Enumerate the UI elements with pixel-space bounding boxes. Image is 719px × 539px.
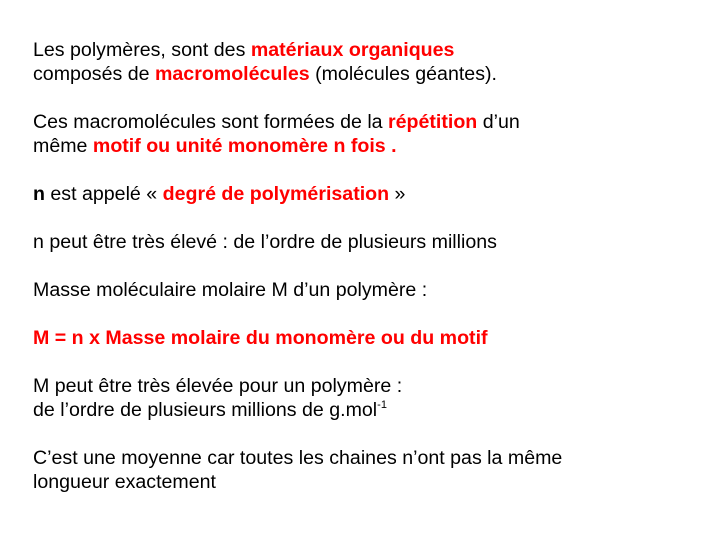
spacer: [33, 254, 719, 278]
paragraph-n-value: n peut être très élevé : de l’ordre de plusieurs millions: [33, 231, 497, 253]
text-polymers-intro: Les polymères, sont des: [33, 39, 251, 61]
spacer: [33, 206, 719, 230]
highlight-monomer-unit: motif ou unité monomère n fois .: [92, 135, 397, 157]
highlight-degree-of-polymerization: degré de polymérisation: [162, 183, 390, 205]
text-is-called: est appelé «: [44, 183, 163, 205]
unit-exponent: -1: [377, 399, 387, 411]
paragraph-molar-mass-label: Masse moléculaire molaire M d’un polymère :: [33, 279, 428, 301]
text-order-of-millions: de l’ordre de plusieurs millions de g.mol: [33, 399, 378, 421]
text-of-a: d’un: [477, 111, 520, 133]
paragraph-repetition-line-2: [33, 134, 719, 158]
highlight-repetition: répétition: [388, 111, 478, 133]
spacer: [33, 86, 719, 110]
paragraph-high-mass-line-2: [33, 398, 719, 422]
text-same: même: [33, 135, 93, 157]
paragraph-average-line-2: longueur exactement: [33, 471, 216, 493]
paragraph-high-mass-line-1: M peut être très élevée pour un polymère :: [33, 375, 403, 397]
paragraph-average-line-1: C’est une moyenne car toutes les chaines n’ont pas la même: [33, 447, 563, 469]
spacer: [33, 302, 719, 326]
text-macromolecules-formed: Ces macromolécules sont formées de la: [33, 111, 389, 133]
text-closing-quote: »: [389, 183, 406, 205]
spacer: [33, 422, 719, 446]
formula-molar-mass: M = n x Masse molaire du monomère ou du motif: [33, 327, 488, 349]
slide-text-body: [33, 38, 719, 494]
highlight-organic-materials: matériaux organiques: [250, 39, 455, 61]
paragraph-polymers-line-1: [33, 38, 719, 62]
paragraph-polymers-line-2: [33, 62, 719, 86]
text-giant-molecules: (molécules géantes).: [309, 63, 497, 85]
paragraph-repetition-line-1: [33, 110, 719, 134]
text-composed-of: composés de: [33, 63, 155, 85]
paragraph-degree: [33, 182, 719, 206]
spacer: [33, 350, 719, 374]
spacer: [33, 158, 719, 182]
symbol-n: n: [33, 183, 45, 205]
highlight-macromolecules: macromolécules: [154, 63, 310, 85]
